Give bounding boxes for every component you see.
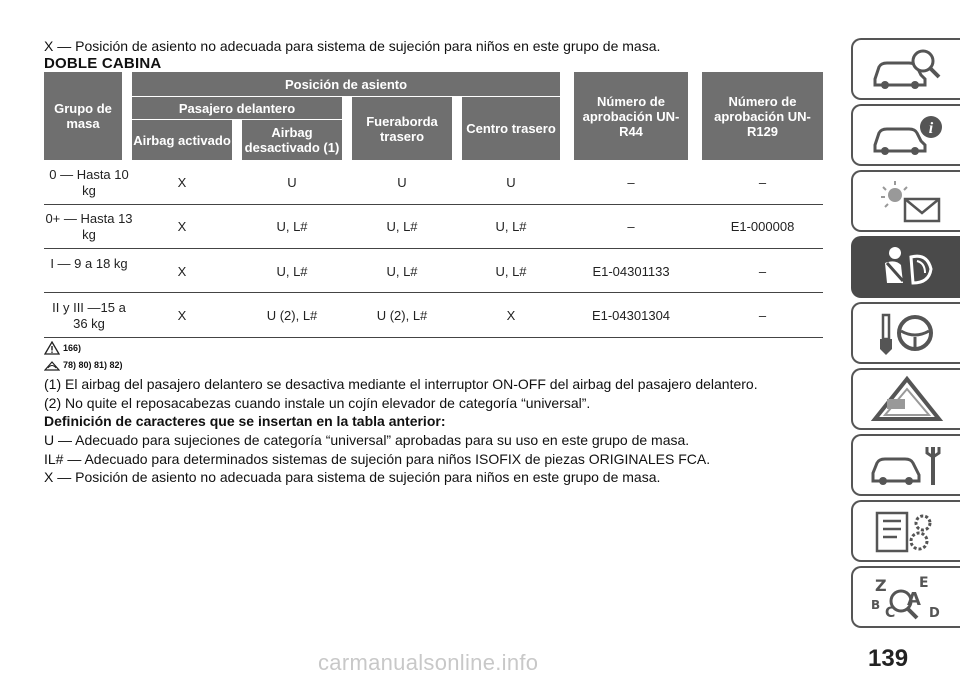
watermark: carmanualsonline.info [318, 650, 539, 675]
row-divider [44, 292, 823, 293]
cell-airbag-off: U, L# [276, 219, 308, 234]
cell-r44: E1-04301133 [592, 264, 670, 279]
car-info-icon [867, 111, 947, 159]
header-r44: Número de aprobación UN-R44 [574, 72, 688, 160]
header-airbag-on: Airbag activado [132, 120, 232, 160]
header-passenger: Pasajero delantero [132, 97, 342, 119]
definition-il: IL# — Adecuado para determinados sistemas de sujeción para niños ISOFIX de piezas ORIGINALES FCA. [44, 451, 711, 467]
page-number: 139 [868, 645, 909, 672]
cell-airbag-off: U (2), L# [266, 308, 318, 323]
cell-outboard: U, L# [386, 219, 418, 234]
tab-car-magnifier[interactable] [851, 38, 960, 100]
svg-text:Z: Z [874, 576, 887, 595]
specs-gear-icon [867, 507, 947, 555]
seatbelt-airbag-icon [867, 243, 947, 291]
svg-text:D: D [928, 606, 940, 621]
warning-ref-1: 166) [44, 341, 81, 355]
cell-r129: E1-000008 [730, 219, 795, 234]
cell-group: 0 — Hasta 10 kg [49, 167, 129, 198]
row-divider [44, 337, 823, 338]
row-divider [44, 204, 823, 205]
tab-starting-driving[interactable] [851, 302, 960, 364]
tab-warning-lights[interactable] [851, 170, 960, 232]
svg-text:E: E [918, 575, 929, 591]
cell-group: II y III —15 a 36 kg [52, 300, 126, 331]
cell-group: I — 9 a 18 kg [50, 256, 128, 271]
intro-line: X — Posición de asiento no adecuada para sistema de sujeción para niños en este grupo de masa. [44, 38, 661, 54]
cell-center: U, L# [495, 264, 527, 279]
cell-r44: E1-04301304 [591, 308, 671, 323]
cell-center: X [506, 308, 516, 323]
cell-outboard: U (2), L# [376, 308, 428, 323]
warning-triangle-icon [867, 375, 947, 423]
warning-light-envelope-icon [867, 177, 947, 225]
tab-car-info[interactable] [851, 104, 960, 166]
note-2: (2) No quite el reposacabezas cuando instale un cojín elevador de categoría “universal”. [44, 395, 591, 411]
row-divider [44, 248, 823, 249]
svg-text:i: i [928, 120, 933, 137]
section-title: DOBLE CABINA [44, 55, 162, 72]
cell-r129: – [758, 264, 767, 279]
cell-center: U [506, 175, 516, 190]
definition-u: U — Adecuado para sujeciones de categoría “universal” aprobadas para su uso en este grupo de masa. [44, 432, 690, 448]
cell-airbag-off: U, L# [276, 264, 308, 279]
alphabet-index-icon [867, 573, 947, 621]
cell-airbag-off: U [287, 175, 297, 190]
tab-maintenance[interactable] [851, 434, 960, 496]
definitions-title: Definición de caracteres que se insertan en la tabla anterior: [44, 413, 446, 429]
car-magnifier-icon [867, 45, 947, 93]
key-steering-wheel-icon [867, 309, 947, 357]
cell-group: 0+ — Hasta 13 kg [45, 211, 133, 242]
cell-outboard: U, L# [386, 264, 418, 279]
header-outboard: Fueraborda trasero [352, 97, 452, 160]
warning-ref-2: 78) 80) 81) 82) [44, 359, 123, 371]
tab-safety[interactable] [851, 236, 960, 298]
car-wrench-icon [867, 441, 947, 489]
tab-index[interactable] [851, 566, 960, 628]
svg-text:C: C [884, 605, 895, 621]
svg-text:B: B [870, 598, 880, 612]
header-airbag-off: Airbag desactivado (1) [242, 120, 342, 160]
header-r129: Número de aprobación UN-R129 [702, 72, 823, 160]
warning-icon [44, 341, 60, 355]
cell-outboard: U [397, 175, 407, 190]
tab-emergency[interactable] [851, 368, 960, 430]
definition-x: X — Posición de asiento no adecuada para sistema de sujeción para niños en este grupo de masa. [44, 469, 661, 485]
cell-r129: – [758, 308, 767, 323]
caution-icon [44, 359, 60, 371]
cell-airbag-on: X [177, 219, 187, 234]
cell-center: U, L# [495, 219, 527, 234]
cell-airbag-on: X [177, 264, 187, 279]
header-center: Centro trasero [462, 97, 560, 160]
svg-text:A: A [906, 589, 921, 610]
cell-r129: – [758, 175, 767, 190]
cell-r44: – [627, 175, 635, 190]
note-1: (1) El airbag del pasajero delantero se desactiva mediante el interruptor ON-OFF del airbag del pasajero delantero. [44, 376, 758, 392]
tab-technical-data[interactable] [851, 500, 960, 562]
cell-airbag-on: X [177, 308, 187, 323]
header-position: Posición de asiento [132, 72, 560, 96]
cell-r44: – [627, 219, 635, 234]
header-group: Grupo de masa [44, 72, 122, 160]
cell-airbag-on: X [177, 175, 187, 190]
